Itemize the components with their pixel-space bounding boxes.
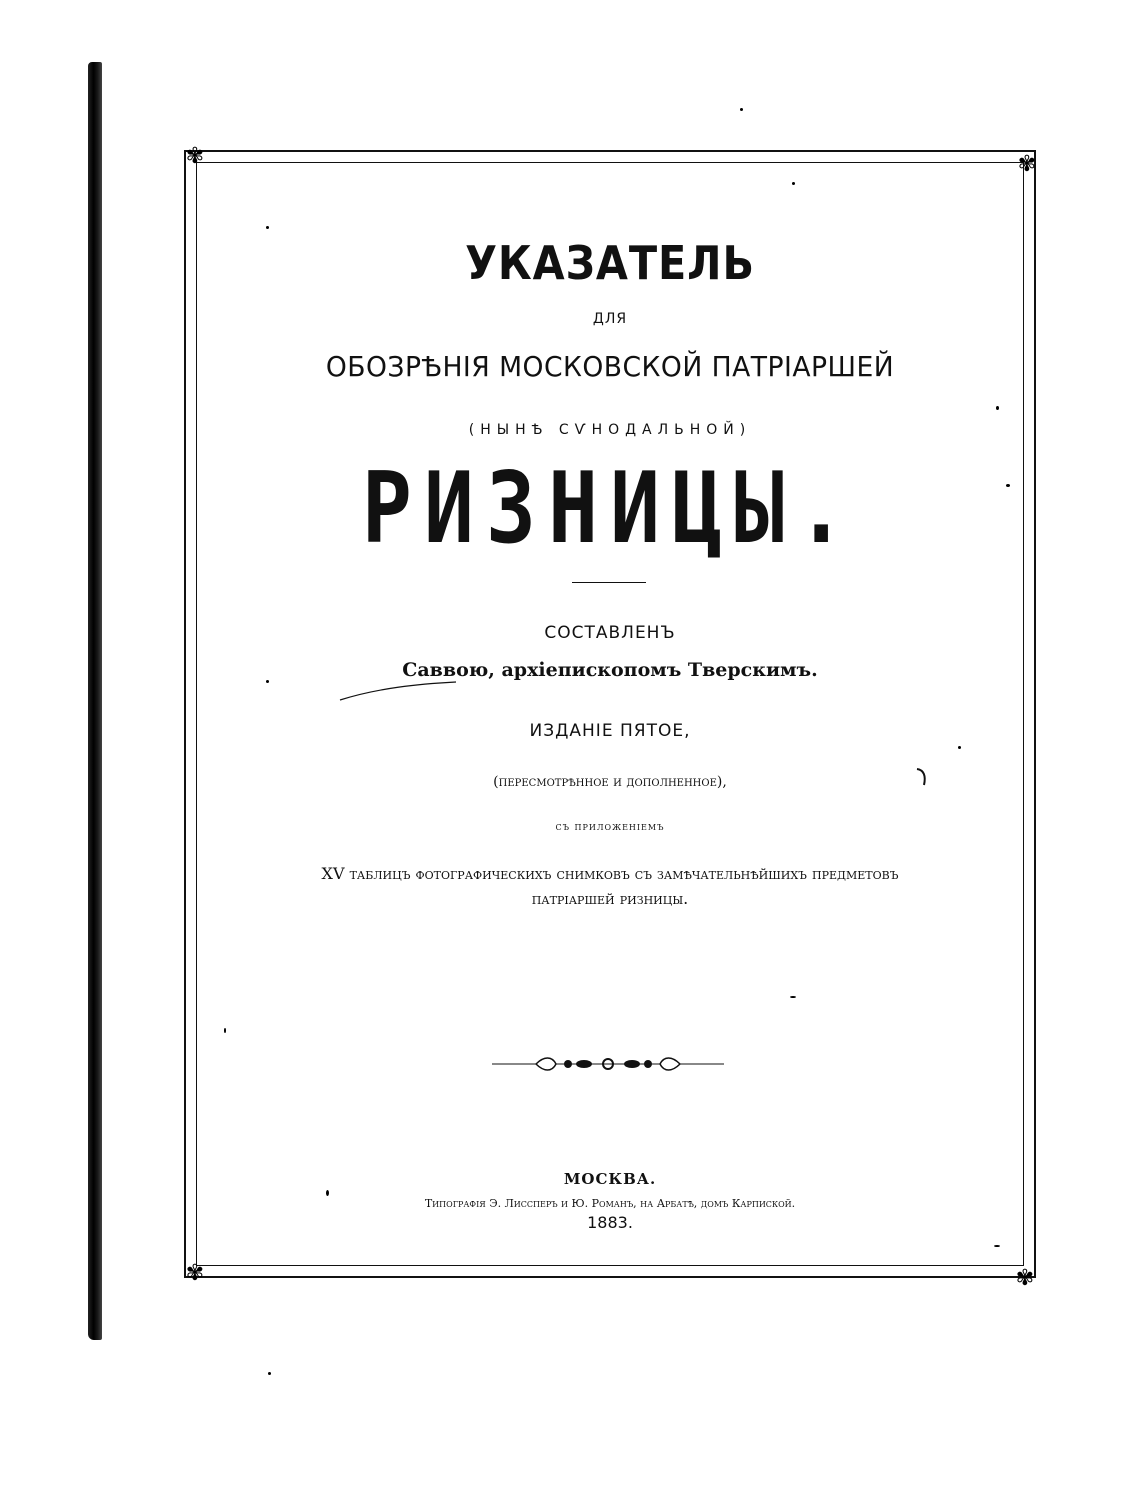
tables-line-1: XV таблицъ фотографическихъ снимковъ съ замѣчательнѣйшихъ предметовъ bbox=[321, 864, 899, 883]
subtitle-line-1: ОБОЗРѢНІЯ МОСКОВСКОЙ ПАТРІАРШЕЙ bbox=[325, 350, 895, 383]
tables-line-2: патріаршей ризницы. bbox=[531, 889, 689, 908]
ink-speck bbox=[326, 1190, 329, 1196]
imprint-printer: Типографія Э. Лиссперъ и Ю. Романъ, на Арбатѣ, домъ Карпиской. bbox=[424, 1197, 796, 1210]
corner-ornament-icon: ✾ bbox=[185, 1261, 205, 1286]
ink-speck bbox=[740, 108, 743, 111]
binding-edge bbox=[88, 62, 102, 1340]
ink-speck bbox=[224, 1028, 226, 1033]
appendix-intro: съ приложеніемъ bbox=[555, 820, 665, 833]
author-line: Саввою, архіепископомъ Тверскимъ. bbox=[402, 659, 818, 681]
ink-speck bbox=[1006, 484, 1010, 487]
compiled-by: СОСТАВЛЕНЪ bbox=[544, 623, 676, 643]
small-word: ДЛЯ bbox=[592, 311, 628, 327]
ink-speck bbox=[996, 406, 999, 410]
ink-speck bbox=[268, 1372, 271, 1375]
imprint-year: 1883. bbox=[587, 1213, 633, 1232]
ink-speck bbox=[792, 182, 795, 185]
pencil-stroke bbox=[338, 674, 458, 704]
inner-border-frame bbox=[196, 162, 1024, 1266]
revised-line: (пересмотрѣнное и дополненное), bbox=[493, 774, 727, 790]
big-title: РИЗНИЦЫ. bbox=[361, 452, 859, 566]
pencil-mark bbox=[914, 766, 930, 788]
subtitle-line-2: (НЫНѢ СѴНОДАЛЬНОЙ) bbox=[468, 422, 752, 438]
ink-speck bbox=[958, 746, 961, 749]
corner-ornament-icon: ✾ bbox=[1015, 1266, 1035, 1291]
edition-line: ИЗДАНІЕ ПЯТОЕ, bbox=[529, 721, 691, 741]
imprint-city: МОСКВА. bbox=[563, 1170, 657, 1188]
corner-ornament-icon: ✾ bbox=[1017, 152, 1037, 177]
ink-speck bbox=[790, 996, 796, 998]
short-divider-rule bbox=[572, 582, 646, 583]
ink-speck bbox=[994, 1245, 1000, 1247]
scroll-ornament-icon bbox=[492, 1053, 724, 1075]
ink-speck bbox=[266, 226, 269, 229]
main-title: УКАЗАТЕЛЬ bbox=[465, 236, 755, 290]
ink-speck bbox=[266, 680, 269, 683]
corner-ornament-icon: ✾ bbox=[185, 144, 205, 169]
